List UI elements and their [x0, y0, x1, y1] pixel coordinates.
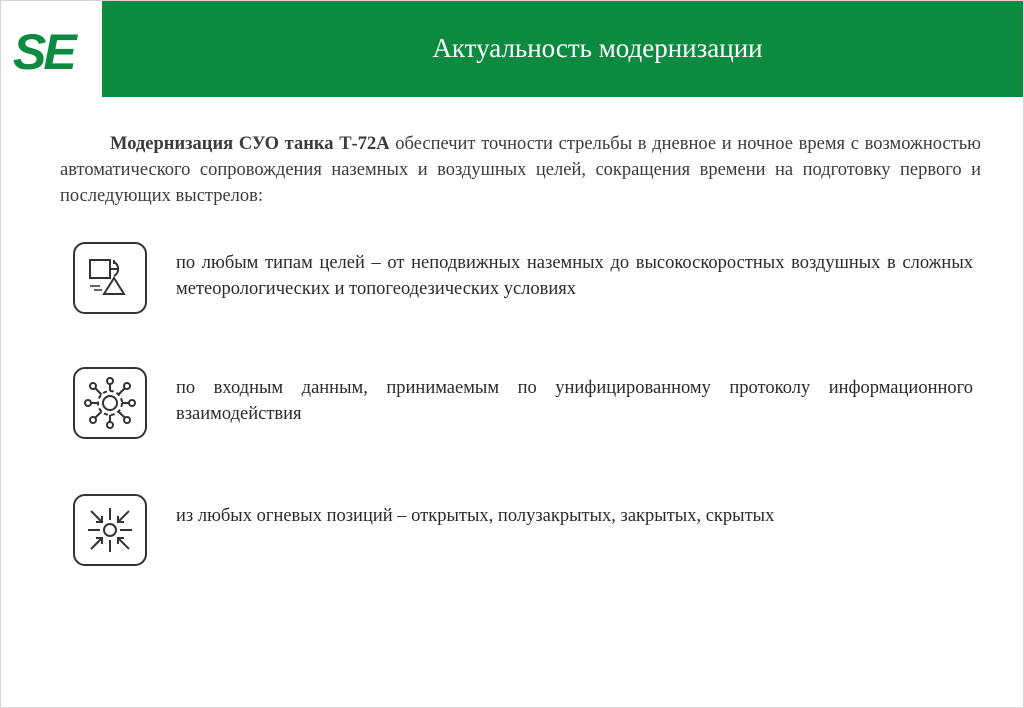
logo-lettering: SE — [13, 25, 74, 75]
intro-bold: Модернизация СУО танка Т-72А — [110, 134, 390, 154]
feature-text-3: из любых огневых позиций – открытых, полузакрытых, закрытых, скрытых — [176, 506, 775, 526]
intro-text: обеспечит точности стрельбы в дневное и ночное время с возможностью автоматического сопровождения наземных и воздушных целей, сокращения времени на подготовку первого и последующих выстрелов: — [60, 134, 981, 206]
feature-icon-box-3 — [73, 494, 147, 566]
intro-paragraph — [60, 131, 981, 209]
target-types-icon — [84, 252, 136, 304]
company-logo — [1, 1, 101, 97]
feature-icon-box-1 — [73, 242, 147, 314]
header-bar — [102, 1, 1023, 97]
feature-text-2: по входным данным, принимаемым по унифицированному протоколу информационного взаимодействия — [176, 378, 973, 424]
se-logo-icon — [9, 25, 93, 75]
feature-icon-box-2 — [73, 367, 147, 439]
feature-text-1: по любым типам целей – от неподвижных наземных до высокоскоростных воздушных в сложных метеорологических и топогеодезических условиях — [176, 253, 973, 299]
network-gear-icon — [82, 375, 138, 431]
arrows-converge-icon — [82, 502, 138, 558]
page-title: Актуальность модернизации — [432, 33, 763, 63]
